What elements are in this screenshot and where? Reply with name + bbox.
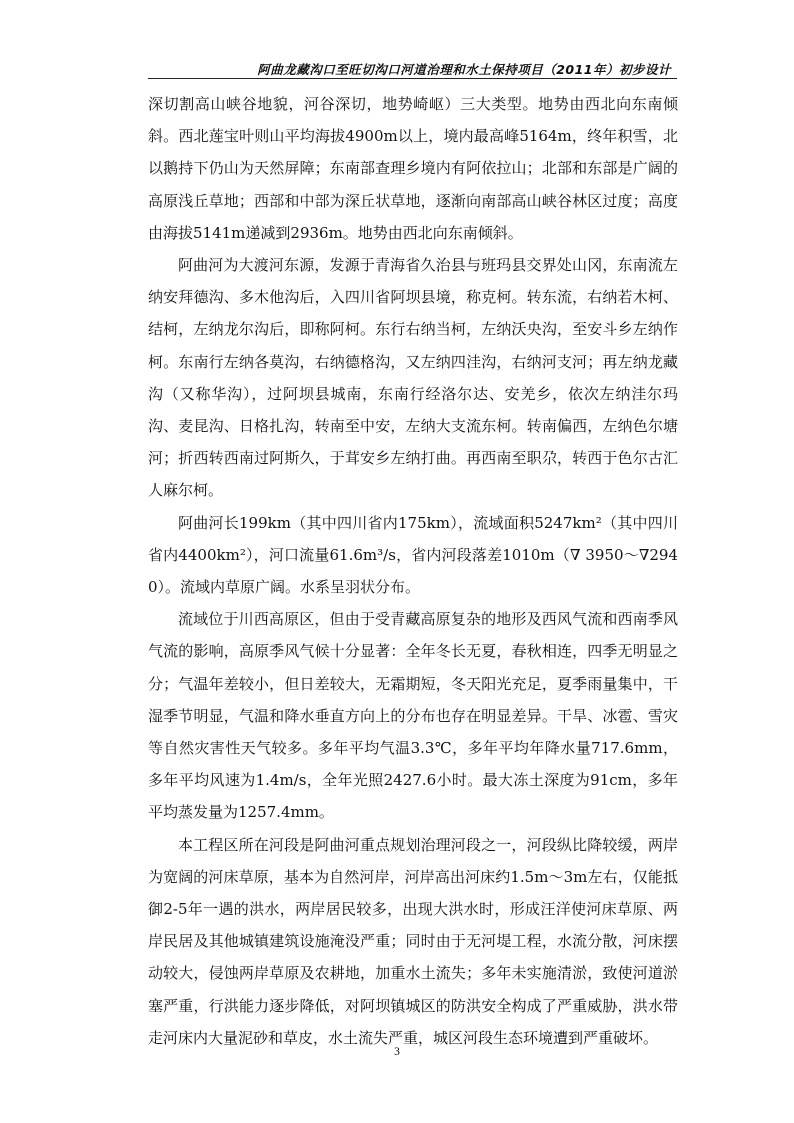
header-title: 阿曲龙藏沟口至旺切沟口河道治理和水土保持项目（2011年）初步设计 bbox=[257, 62, 671, 77]
page-header bbox=[148, 58, 677, 79]
paragraph-project-area: 本工程区所在河段是阿曲河重点规划治理河段之一，河段纵比降较缓，两岸为宽阔的河床草原，基本为自然河岸，河岸高出河床约1.5m～3m左右，仅能抵御2-5年一遇的洪水，两岸居民较多，出现大洪水时，形成汪洋使河床草原、两岸民居及其他城镇建筑设施淹没严重；同时由于无河堤工程，水流分散，河床摆动较大，侵蚀两岸草原及农耕地，加重水土流失；多年未实施清淤，致使河道淤塞严重，行洪能力逐步降低，对阿坝镇城区的防洪安全构成了严重威胁，洪水带走河床内大量泥砂和草皮，水土流失严重，城区河段生态环境遭到严重破坏。 bbox=[148, 835, 678, 1047]
paragraph-river-statistics: 阿曲河长199km（其中四川省内175km），流域面积5247km²（其中四川省内4400km²），河口流量61.6m³/s，省内河段落差1010m（∇ 3950～∇2940）。流域内草原广阔。水系呈羽状分布。 bbox=[148, 513, 678, 597]
paragraph-terrain: 深切割高山峡谷地貌，河谷深切，地势崎岖）三大类型。地势由西北向东南倾斜。西北莲宝叶则山平均海拔4900m以上，境内最高峰5164m，终年积雪，北以鹅持下仍山为天然屏障；东南部查理乡境内有阿依拉山；北部和东部是广阔的高原浅丘草地；西部和中部为深丘状草地，逐渐向南部高山峡谷林区过度；高度由海拔5141m递减到2936m。地势由西北向东南倾斜。 bbox=[148, 95, 678, 242]
page-number: 3 bbox=[394, 1046, 400, 1058]
paragraph-climate: 流域位于川西高原区，但由于受青藏高原复杂的地形及西风气流和西南季风气流的影响，高原季风气候十分显著：全年冬长无夏，春秋相连，四季无明显之分；气温年差较小，但日差较大，无霜期短，冬天阳光充足，夏季雨量集中，干湿季节明显，气温和降水垂直方向上的分布也存在明显差异。干旱、冰雹、雪灾等自然灾害性天气较多。多年平均气温3.3℃，多年平均年降水量717.6mm，多年平均风速为1.4m/s，全年光照2427.6小时。最大冻土深度为91cm，多年平均蒸发量为1257.4mm。 bbox=[148, 610, 678, 822]
paragraph-river-course: 阿曲河为大渡河东源，发源于青海省久治县与班玛县交界处山冈，东南流左纳安拜德沟、多木他沟后，入四川省阿坝县境，称克柯。转东流，右纳若木柯、结柯，左纳龙尔沟后，即称阿柯。东行右纳当柯，左纳沃央沟，至安斗乡左纳作柯。东南行左纳各莫沟，右纳德格沟，又左纳四洼沟，右纳河支河；再左纳龙藏沟（又称华沟），过阿坝县城南，东南行经洛尔达、安羌乡，依次左纳洼尔玛沟、麦昆沟、日格扎沟，转南至中安，左纳大支流东柯。转南偏西，左纳色尔塘河；折西转西南过阿斯久，于茸安乡左纳打曲。再西南至职尕，转西于色尔古汇人麻尔柯。 bbox=[148, 256, 678, 500]
document-body bbox=[148, 88, 678, 1054]
